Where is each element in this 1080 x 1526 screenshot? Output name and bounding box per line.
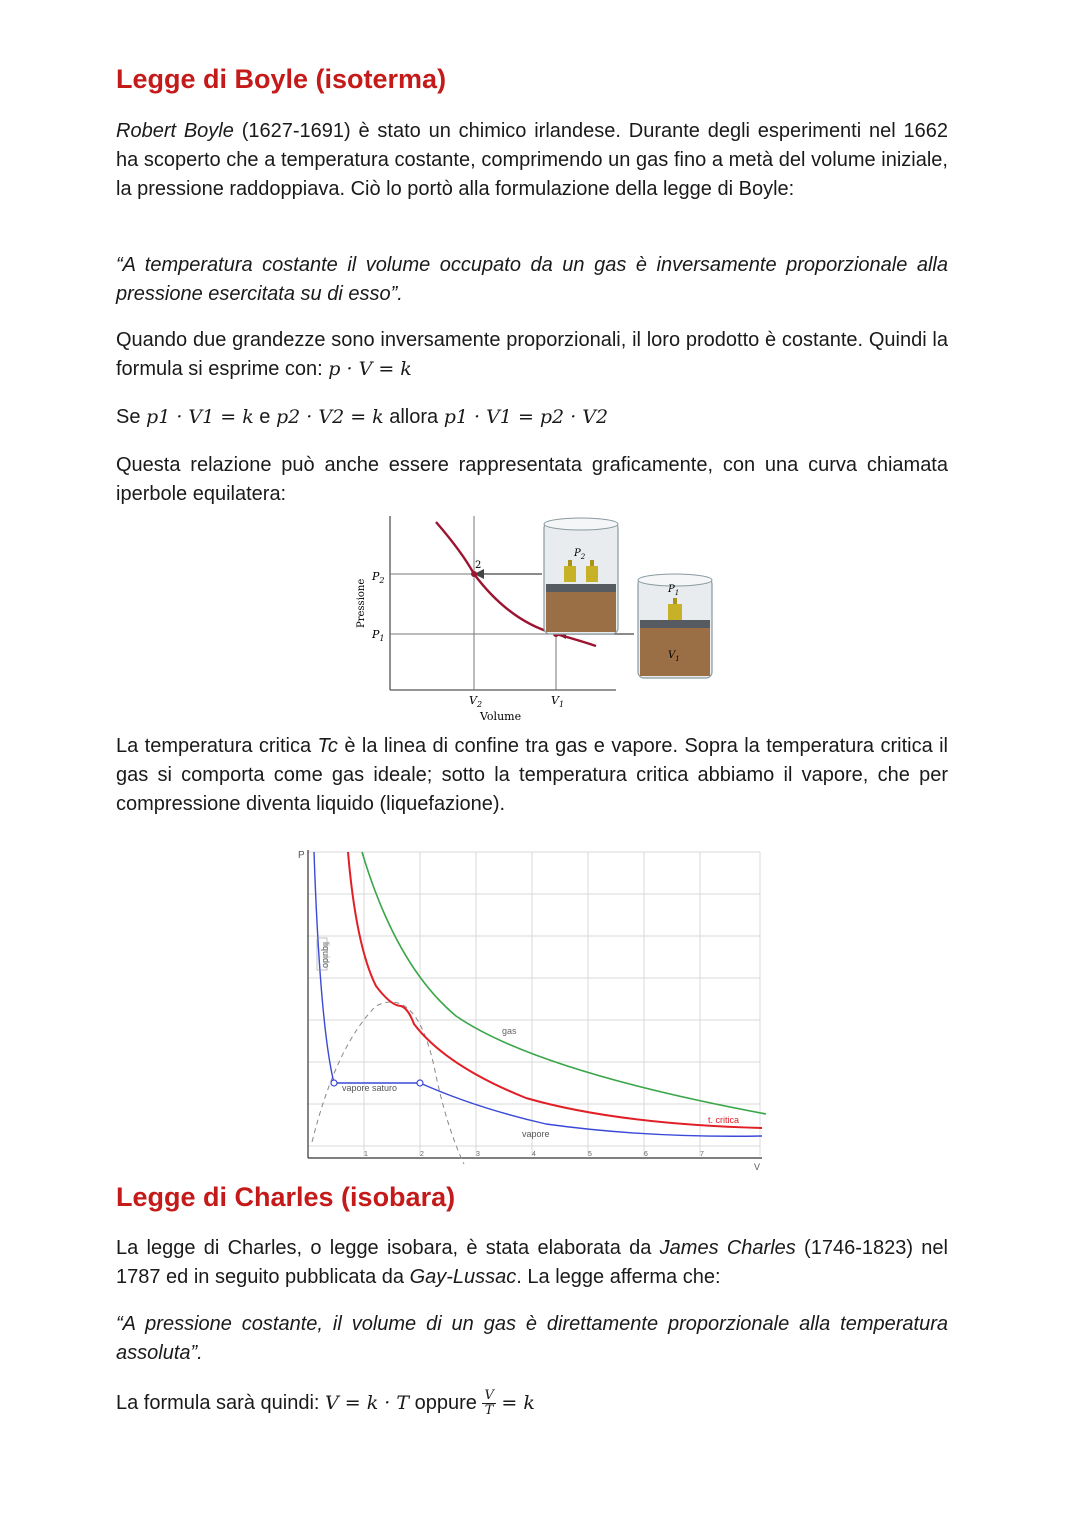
formula-vkt: V = k · T (325, 1392, 410, 1414)
svg-text:3: 3 (476, 1151, 480, 1158)
svg-text:6: 6 (644, 1151, 648, 1158)
liquido-label: liquido (321, 942, 331, 969)
v2-label: $V_2$ (469, 694, 483, 709)
cylinder-expanded-illustration (638, 574, 712, 678)
charles-intro: La legge di Charles, o legge isobara, è stata elaborata da James Charles (1746-1823) nel 1787 ed in seguito pubblicata da Gay-Lussac. La legge afferma che: (116, 1237, 948, 1288)
charles-heading: Legge di Charles (isobara) (116, 1182, 456, 1212)
vapore-label: vapore (522, 1129, 550, 1139)
critical-text: La temperatura critica Tc è la linea di confine tra gas e vapore. Sopra la temperatura critica il gas si comporta come gas ideale; sotto la temperatura critica abbiamo il vapore, che per compressione diventa liquido (liquefazione). (116, 735, 948, 815)
t-critica-label: t. critica (708, 1115, 740, 1125)
cyl2-v1-label: $V_1$ (668, 650, 680, 663)
v1-label: $V_1$ (551, 694, 565, 709)
svg-text:4: 4 (532, 1151, 536, 1158)
cyl1-p2-label: $P_2$ (574, 548, 586, 561)
svg-text:5: 5 (588, 1151, 592, 1158)
boyle-inverse-text: Quando due grandezze sono inversamente proporzionali, il loro prodotto è costante. Quindi la formula si esprime con: p · V = k (116, 329, 948, 380)
p1-label: $P_1$ (372, 628, 385, 643)
boyle-graph-text: Questa relazione può anche essere rappresentata graficamente, con una curva chiamata iperbole equilatera: (116, 454, 948, 505)
cyl2-p1-label: $P_1$ (668, 584, 680, 597)
vapor-isotherm (314, 852, 762, 1136)
boyle-figure (350, 512, 730, 726)
crit-y-axis-label: P (298, 850, 305, 861)
crit-x-axis-label: V (754, 1162, 761, 1172)
svg-text:1: 1 (364, 1151, 368, 1158)
grid (308, 852, 760, 1156)
svg-text:7: 7 (700, 1151, 704, 1158)
charles-formula-line: La formula sarà quindi: V = k · T oppure $\frac{V}{T}$ = k (116, 1388, 535, 1419)
volume-label: Volume (480, 710, 522, 723)
critical-figure (296, 846, 770, 1176)
formula-pv: p · V = k (328, 358, 412, 380)
boyle-intro: Robert Boyle (1627-1691) è stato un chimico irlandese. Durante degli esperimenti nel 1662 ha scoperto che a temperatura costante, comprimendo un gas fino a metà del volume iniziale, la pressione raddoppiava. Ciò lo portò alla formulazione della legge di Boyle: (116, 120, 948, 200)
boyle-heading: Legge di Boyle (isoterma) (116, 64, 447, 94)
cylinder-compressed-illustration (544, 518, 618, 634)
x-tick-labels (364, 1151, 704, 1158)
boyle-relation: Se p1 · V1 = k e p2 · V2 = k allora p1 · V1 = p2 · V2 (116, 406, 609, 428)
p2-label: $P_2$ (372, 570, 385, 585)
fraction-v-over-t: $\frac{V}{T}$ (484, 1388, 494, 1419)
point-2 (471, 571, 477, 577)
boyle-name: Robert Boyle (116, 120, 234, 142)
liquid-point (331, 1080, 337, 1086)
charles-quote: “A pressione costante, il volume di un gas è direttamente proporzionale alla temperatura assoluta”. (116, 1313, 948, 1364)
point-2-label: 2 (475, 560, 482, 571)
gas-isotherm (362, 852, 766, 1114)
pressione-label: Pressione (356, 578, 367, 628)
svg-text:2: 2 (420, 1151, 424, 1158)
gas-label: gas (502, 1026, 517, 1036)
boyle-quote: “A temperatura costante il volume occupato da un gas è inversamente proporzionale alla pressione esercitata su di esso”. (116, 254, 948, 305)
vapore-saturo-label: vapore saturo (342, 1083, 398, 1093)
vapor-point (417, 1080, 423, 1086)
